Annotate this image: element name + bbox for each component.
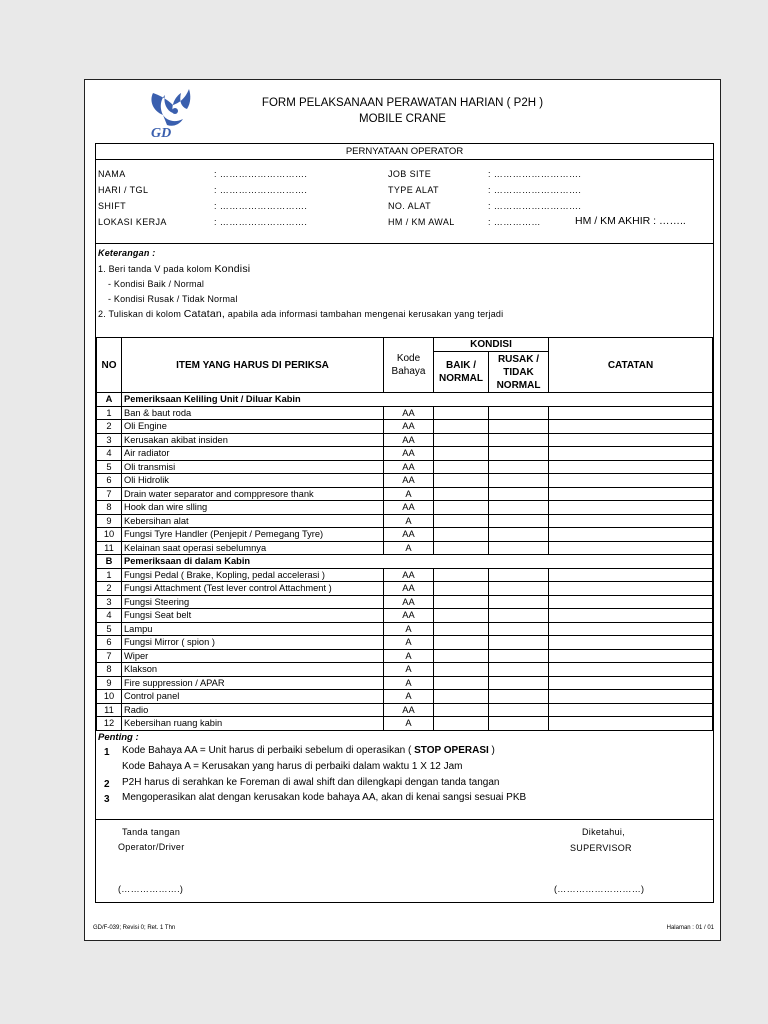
table-row [97, 622, 713, 636]
row-item: Fungsi Pedal ( Brake, Kopling, pedal accelerasi ) [122, 568, 384, 582]
row-item: Fungsi Attachment (Test lever control Attachment ) [122, 582, 384, 596]
sign-left-blank[interactable]: (……………….) [118, 884, 184, 894]
divider [96, 243, 713, 244]
check-rusak[interactable] [489, 460, 549, 474]
catatan-cell[interactable] [549, 636, 713, 650]
shift-label: SHIFT [98, 201, 126, 211]
catatan-cell[interactable] [549, 420, 713, 434]
check-rusak[interactable] [489, 487, 549, 501]
keterangan-line-2: - Kondisi Baik / Normal [108, 279, 205, 289]
catatan-cell[interactable] [549, 703, 713, 717]
check-baik[interactable] [434, 690, 489, 704]
check-rusak[interactable] [489, 717, 549, 731]
footer-page: Halaman : 01 / 01 [666, 925, 714, 931]
check-rusak[interactable] [489, 609, 549, 623]
check-rusak[interactable] [489, 447, 549, 461]
table-row [97, 582, 713, 596]
check-baik[interactable] [434, 474, 489, 488]
row-no: 11 [97, 541, 122, 555]
row-item: Hook dan wire slling [122, 501, 384, 515]
col-kondisi: KONDISI [434, 338, 549, 352]
table-row [97, 595, 713, 609]
catatan-cell[interactable] [549, 541, 713, 555]
row-item: Lampu [122, 622, 384, 636]
table-row [97, 636, 713, 650]
check-rusak[interactable] [489, 433, 549, 447]
table-row [97, 676, 713, 690]
row-no: 1 [97, 568, 122, 582]
check-rusak[interactable] [489, 420, 549, 434]
row-no: 8 [97, 663, 122, 677]
table-row [97, 703, 713, 717]
form-title: FORM PELAKSANAAN PERAWATAN HARIAN ( P2H ) [261, 97, 544, 109]
row-kode: AA [384, 406, 434, 420]
check-rusak[interactable] [489, 501, 549, 515]
row-kode: AA [384, 568, 434, 582]
keterangan-title: Keterangan : [98, 248, 156, 258]
job-site-field[interactable]: : ………………………. [488, 169, 582, 179]
table-row [97, 460, 713, 474]
table-row [97, 609, 713, 623]
catatan-cell[interactable] [549, 649, 713, 663]
row-item: Oli transmisi [122, 460, 384, 474]
row-no: 2 [97, 420, 122, 434]
check-baik[interactable] [434, 595, 489, 609]
row-item: Klakson [122, 663, 384, 677]
row-item: Control panel [122, 690, 384, 704]
row-item: Fire suppression / APAR [122, 676, 384, 690]
row-no: 5 [97, 460, 122, 474]
check-baik[interactable] [434, 676, 489, 690]
form-body [95, 143, 714, 903]
row-item: Fungsi Tyre Handler (Penjepit / Pemegang Tyre) [122, 528, 384, 542]
catatan-cell[interactable] [549, 609, 713, 623]
row-kode: AA [384, 703, 434, 717]
row-kode: A [384, 541, 434, 555]
catatan-cell[interactable] [549, 460, 713, 474]
penting-line-1: Kode Bahaya AA = Unit harus di perbaiki sebelum di operasikan ( STOP OPERASI ) [122, 745, 495, 756]
col-kode: Kode Bahaya [384, 338, 434, 393]
catatan-cell[interactable] [549, 528, 713, 542]
row-kode: A [384, 717, 434, 731]
row-kode: AA [384, 433, 434, 447]
table-row [97, 717, 713, 731]
check-rusak[interactable] [489, 663, 549, 677]
catatan-cell[interactable] [549, 433, 713, 447]
row-item: Radio [122, 703, 384, 717]
penting-line-2: P2H harus di serahkan ke Foreman di awal shift dan dilengkapi dengan tanda tangan [122, 777, 500, 788]
row-no: 1 [97, 406, 122, 420]
form-subtitle: MOBILE CRANE [359, 113, 446, 125]
row-no: 11 [97, 703, 122, 717]
col-catatan: CATATAN [549, 338, 713, 393]
check-rusak[interactable] [489, 595, 549, 609]
row-item: Wiper [122, 649, 384, 663]
catatan-cell[interactable] [549, 717, 713, 731]
row-kode: AA [384, 447, 434, 461]
check-baik[interactable] [434, 487, 489, 501]
table-row [97, 514, 713, 528]
row-kode: A [384, 649, 434, 663]
row-item: Kelainan saat operasi sebelumnya [122, 541, 384, 555]
check-baik[interactable] [434, 582, 489, 596]
row-no: 10 [97, 528, 122, 542]
sign-right-label: Diketahui, [582, 827, 626, 837]
table-row [97, 568, 713, 582]
section-title: Pemeriksaan Keliling Unit / Diluar Kabin [122, 393, 713, 407]
check-baik[interactable] [434, 636, 489, 650]
row-no: 3 [97, 433, 122, 447]
check-baik[interactable] [434, 501, 489, 515]
row-no: 2 [97, 582, 122, 596]
check-rusak[interactable] [489, 649, 549, 663]
check-baik[interactable] [434, 460, 489, 474]
checklist-table [96, 337, 713, 731]
penting-line-1b: Kode Bahaya A = Kerusakan yang harus di perbaiki dalam waktu 1 X 12 Jam [122, 761, 463, 772]
row-kode: AA [384, 595, 434, 609]
catatan-cell[interactable] [549, 447, 713, 461]
row-kode: AA [384, 528, 434, 542]
check-rusak[interactable] [489, 528, 549, 542]
catatan-cell[interactable] [549, 487, 713, 501]
row-kode: A [384, 622, 434, 636]
check-rusak[interactable] [489, 582, 549, 596]
row-kode: AA [384, 420, 434, 434]
section-header-row [97, 555, 713, 569]
table-row [97, 690, 713, 704]
row-kode: AA [384, 460, 434, 474]
type-alat-label: TYPE ALAT [388, 185, 439, 195]
section-title: PERNYATAAN OPERATOR [96, 144, 713, 160]
row-no: 7 [97, 487, 122, 501]
row-no: 12 [97, 717, 122, 731]
row-no: 5 [97, 622, 122, 636]
section-header-row [97, 393, 713, 407]
check-rusak[interactable] [489, 676, 549, 690]
check-baik[interactable] [434, 649, 489, 663]
row-item: Kebersihan ruang kabin [122, 717, 384, 731]
row-no: 4 [97, 609, 122, 623]
row-item: Kerusakan akibat insiden [122, 433, 384, 447]
check-rusak[interactable] [489, 568, 549, 582]
check-rusak[interactable] [489, 406, 549, 420]
row-kode: A [384, 690, 434, 704]
row-item: Fungsi Mirror ( spion ) [122, 636, 384, 650]
check-rusak[interactable] [489, 474, 549, 488]
col-baik: BAIK / NORMAL [434, 352, 489, 393]
check-rusak[interactable] [489, 690, 549, 704]
check-baik[interactable] [434, 568, 489, 582]
lokasi-field[interactable]: : ………………………. [214, 217, 308, 227]
divider [96, 819, 713, 820]
check-baik[interactable] [434, 541, 489, 555]
row-no: 3 [97, 595, 122, 609]
row-kode: AA [384, 609, 434, 623]
catatan-cell[interactable] [549, 474, 713, 488]
hm-awal-field[interactable]: : …………… [488, 217, 541, 227]
row-kode: AA [384, 501, 434, 515]
col-item: ITEM YANG HARUS DI PERIKSA [122, 338, 384, 393]
hm-akhir-field[interactable]: HM / KM AKHIR : …….. [575, 215, 686, 227]
row-no: 9 [97, 514, 122, 528]
sign-left-role: Operator/Driver [118, 842, 185, 852]
penting-num-1: 1 [104, 747, 110, 758]
check-baik[interactable] [434, 663, 489, 677]
row-no: 6 [97, 474, 122, 488]
col-rusak: RUSAK / TIDAK NORMAL [489, 352, 549, 393]
row-kode: A [384, 636, 434, 650]
check-rusak[interactable] [489, 541, 549, 555]
penting-num-2: 2 [104, 779, 110, 790]
check-baik[interactable] [434, 717, 489, 731]
catatan-cell[interactable] [549, 622, 713, 636]
keterangan-line-1: 1. Beri tanda V pada kolom Kondisi [98, 263, 251, 275]
catatan-cell[interactable] [549, 690, 713, 704]
row-item: Air radiator [122, 447, 384, 461]
check-baik[interactable] [434, 703, 489, 717]
col-no: NO [97, 338, 122, 393]
no-alat-label: NO. ALAT [388, 201, 432, 211]
penting-title: Penting : [98, 732, 139, 743]
logo-text: GD [151, 126, 172, 141]
row-no: 7 [97, 649, 122, 663]
row-item: Oli Engine [122, 420, 384, 434]
table-row [97, 528, 713, 542]
check-baik[interactable] [434, 447, 489, 461]
section-title: Pemeriksaan di dalam Kabin [122, 555, 713, 569]
penting-num-3: 3 [104, 794, 110, 805]
row-kode: A [384, 514, 434, 528]
check-baik[interactable] [434, 420, 489, 434]
table-row [97, 649, 713, 663]
row-item: Drain water separator and comppresore thank [122, 487, 384, 501]
table-row [97, 447, 713, 461]
row-kode: AA [384, 582, 434, 596]
check-rusak[interactable] [489, 514, 549, 528]
check-baik[interactable] [434, 433, 489, 447]
row-no: 6 [97, 636, 122, 650]
nama-label: NAMA [98, 169, 126, 179]
table-row [97, 474, 713, 488]
hm-awal-label: HM / KM AWAL [388, 217, 455, 227]
row-no: 8 [97, 501, 122, 515]
table-row [97, 420, 713, 434]
catatan-cell[interactable] [549, 582, 713, 596]
table-row [97, 487, 713, 501]
penting-line-3: Mengoperasikan alat dengan kerusakan kode bahaya AA, akan di kenai sangsi sesuai PKB [122, 792, 527, 803]
check-baik[interactable] [434, 406, 489, 420]
catatan-cell[interactable] [549, 676, 713, 690]
check-baik[interactable] [434, 514, 489, 528]
row-no: 10 [97, 690, 122, 704]
form-page [84, 79, 721, 941]
catatan-cell[interactable] [549, 595, 713, 609]
job-site-label: JOB SITE [388, 169, 432, 179]
catatan-cell[interactable] [549, 514, 713, 528]
table-row [97, 433, 713, 447]
sign-right-role: SUPERVISOR [570, 843, 632, 853]
row-item: Kebersihan alat [122, 514, 384, 528]
check-baik[interactable] [434, 528, 489, 542]
check-rusak[interactable] [489, 703, 549, 717]
lokasi-label: LOKASI KERJA [98, 217, 167, 227]
row-item: Ban & baut roda [122, 406, 384, 420]
table-row [97, 501, 713, 515]
nama-field[interactable]: : ………………………. [214, 169, 308, 179]
catatan-cell[interactable] [549, 663, 713, 677]
section-label: B [97, 555, 122, 569]
row-kode: A [384, 487, 434, 501]
check-rusak[interactable] [489, 636, 549, 650]
row-no: 4 [97, 447, 122, 461]
section-label: A [97, 393, 122, 407]
check-baik[interactable] [434, 622, 489, 636]
type-alat-field[interactable]: : ………………………. [488, 185, 582, 195]
footer-doc-code: GD/F-039; Revisi 0; Ret. 1 Thn [93, 925, 176, 931]
catatan-cell[interactable] [549, 501, 713, 515]
hari-label: HARI / TGL [98, 185, 149, 195]
no-alat-field[interactable]: : ………………………. [488, 201, 582, 211]
row-kode: A [384, 676, 434, 690]
row-kode: AA [384, 474, 434, 488]
catatan-cell[interactable] [549, 568, 713, 582]
keterangan-line-4: 2. Tuliskan di kolom Catatan, apabila ada informasi tambahan mengenai kerusakan yang terjadi [98, 308, 504, 320]
table-row [97, 541, 713, 555]
keterangan-line-3: - Kondisi Rusak / Tidak Normal [108, 294, 238, 304]
catatan-cell[interactable] [549, 406, 713, 420]
row-kode: A [384, 663, 434, 677]
row-item: Fungsi Steering [122, 595, 384, 609]
sign-right-blank[interactable]: (………………………) [554, 884, 645, 894]
sign-left-label: Tanda tangan [122, 827, 181, 837]
table-row [97, 406, 713, 420]
check-baik[interactable] [434, 609, 489, 623]
table-row [97, 663, 713, 677]
hari-field[interactable]: : ………………………. [214, 185, 308, 195]
row-item: Fungsi Seat belt [122, 609, 384, 623]
check-rusak[interactable] [489, 622, 549, 636]
row-no: 9 [97, 676, 122, 690]
shift-field[interactable]: : ………………………. [214, 201, 308, 211]
row-item: Oli Hidrolik [122, 474, 384, 488]
